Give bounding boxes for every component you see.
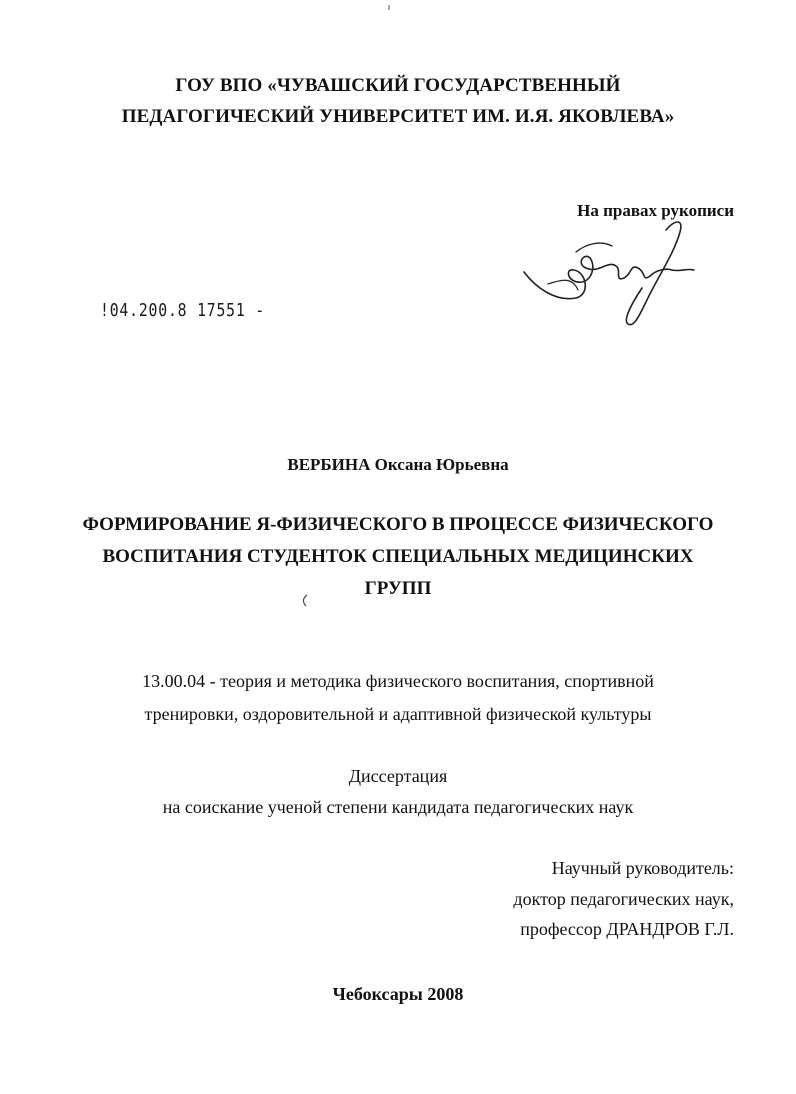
specialty-line-2: тренировки, оздоровительной и адаптивной физической культуры <box>144 704 652 724</box>
institution-line-2: ПЕДАГОГИЧЕСКИЙ УНИВЕРСИТЕТ ИМ. И.Я. ЯКОВЛЕВА» <box>121 106 675 127</box>
manuscript-note: На правах рукописи <box>577 201 734 220</box>
supervisor-degree: доктор педагогических наук, <box>513 889 734 909</box>
author-name: ВЕРБИНА Оксана Юрьевна <box>287 455 509 474</box>
city-year: Чебоксары 2008 <box>332 984 464 1004</box>
title-line-3: ГРУПП <box>364 578 432 599</box>
archive-stamp-number: !04.200.8 17551 - <box>100 300 266 321</box>
work-type: Диссертация <box>348 766 448 786</box>
institution-line-1: ГОУ ВПО «ЧУВАШСКИЙ ГОСУДАРСТВЕННЫЙ <box>175 75 621 96</box>
specialty-line-1: 13.00.04 - теория и методика физического воспитания, спортивной <box>142 671 654 691</box>
supervisor-label: Научный руководитель: <box>551 858 734 878</box>
title-line-2: ВОСПИТАНИЯ СТУДЕНТОК СПЕЦИАЛЬНЫХ МЕДИЦИНСКИХ <box>102 546 694 567</box>
degree-sought: на соискание ученой степени кандидата педагогических наук <box>162 797 634 817</box>
scan-speck <box>386 4 392 12</box>
title-line-1: ФОРМИРОВАНИЕ Я-ФИЗИЧЕСКОГО В ПРОЦЕССЕ ФИЗИЧЕСКОГО <box>82 514 714 535</box>
handwritten-signature <box>516 210 706 335</box>
scan-speck <box>300 594 310 608</box>
supervisor-name: профессор ДРАНДРОВ Г.Л. <box>520 919 734 939</box>
